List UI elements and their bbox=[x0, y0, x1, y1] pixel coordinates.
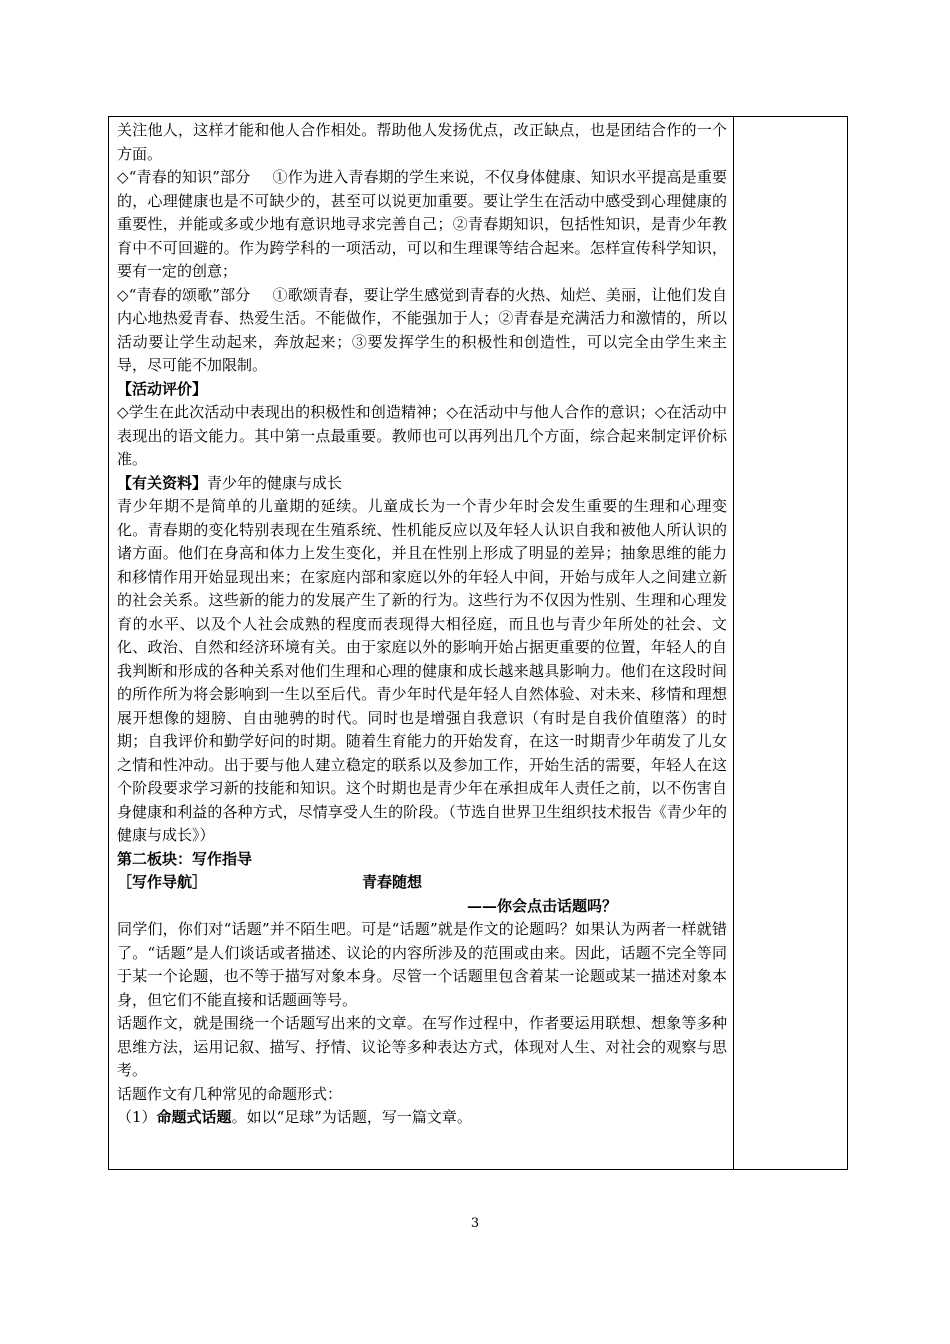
writing-title: 青春随想 bbox=[362, 873, 423, 891]
paragraph-topic-intro: 同学们，你们对“话题”并不陌生吧。可是“话题”就是作文的论题吗？如果认为两者一样就错了。“话题”是人们谈话或者描述、议论的内容所涉及的范围或由来。因此，话题不完全等同于某一个论题，也不等于描写对象本身。尽管一个话题里包含着某一论题或某一描述对象本身，但它们不能直接和话题画等号。 bbox=[117, 920, 727, 1009]
heading-activity-evaluation: 【活动评价】 bbox=[117, 379, 208, 398]
reference-title: 青少年的健康与成长 bbox=[207, 473, 343, 492]
paragraph-reference: 青少年期不是简单的儿童期的延续。儿童成长为一个青少年时会发生重要的生理和心理变化。青春期的变化特别表现在生殖系统、性机能反应以及年轻人认识自我和被他人所认识的诸方面。他们在身高和体力上发生变化，并且在性别上形成了明显的差异；抽象思维的能力和移情作用开始显现出来；在家庭内部和家庭以外的年轻人中间，开始与成年人之间建立新的社会关系。这些新的能力的发展产生了新的行为。这些行为不仅因为性别、生理和心理发育的水平、以及个人社会成熟的程度而表现得大相径庭，而且也与青少年所处的社会、文化、政治、自然和经济环境有关。由于家庭以外的影响开始占据更重要的位置，年轻人的自我判断和形成的各种关系对他们生理和心理的健康和成长越来越具影响力。他们在这段时间的所作所为将会影响到一生以至后代。青少年时代是年轻人自然体验、对未来、移情和理想展开想像的翅膀、自由驰骋的时代。同时也是增强自我意识（有时是自我价值堕落）的时期；自我评价和勤学好问的时期。随着生育能力的开始发育，在这一时期青少年萌发了儿女之情和性冲动。出于要与他人建立稳定的联系以及参加工作，开始生活的需要，年轻人在这个阶段要求学习新的技能和知识。这个时期也是青少年在承担成年人责任之前，以不伤害自身健康和利益的各种方式，尽情享受人生的阶段。（节选自世界卫生组织技术报告《青少年的健康与成长》） bbox=[117, 497, 727, 844]
paragraph-youth-knowledge: ◇“青春的知识”部分 ①作为进入青春期的学生来说，不仅身体健康、知识水平提高是重要的，心理健康也是不可缺少的，甚至可以说更加重要。要让学生在活动中感受到心理健康的重要性，并能或多或少地有意识地寻求完善自己；②青春期知识，包括性知识，是青少年教育中不可回避的。作为跨学科的一项活动，可以和生理课等结合起来。怎样宣传科学知识，要有一定的创意； bbox=[117, 168, 727, 280]
page-number: 3 bbox=[470, 1216, 480, 1231]
heading-section-two: 第二板块：写作指导 bbox=[117, 849, 253, 868]
paragraph-topic-form-1: （1）命题式话题。如以“足球”为话题，写一篇文章。 bbox=[117, 1108, 472, 1126]
main-cell bbox=[117, 119, 727, 1130]
paragraph-topic-essay: 话题作文，就是围绕一个话题写出来的文章。在写作过程中，作者要运用联想、想象等多种思维方法，运用记叙、描写、抒情、议论等多种表达方式，体现对人生、对社会的观察与思考。 bbox=[117, 1014, 727, 1079]
content-table bbox=[108, 116, 848, 1170]
section-label-knowledge: ◇“青春的知识”部分 bbox=[117, 168, 251, 186]
paragraph-youth-ode: ◇“青春的颂歌”部分 ①歌颂青春，要让学生感觉到青春的火热、灿烂、美丽，让他们发自内心地热爱青春、热爱生活。不能做作，不能强加于人；②青春是充满活力和激情的，所以活动要让学生动起来，奔放起来；③要发挥学生的积极性和创造性，可以完全由学生来主导，尽可能不加限制。 bbox=[117, 285, 727, 374]
section-label-ode: ◇“青春的颂歌”部分 bbox=[117, 285, 251, 304]
writing-subtitle: ——你会点击话题吗？ bbox=[466, 896, 617, 915]
paragraph-cooperation: 关注他人，这样才能和他人合作相处。帮助他人发扬优点，改正缺点，也是团结合作的一个方面。 bbox=[117, 121, 727, 163]
writing-navigation-label: ［写作导航］ bbox=[117, 873, 208, 891]
heading-reference: 【有关资料】青少年的健康与成长 bbox=[117, 473, 343, 492]
paragraph-topic-forms: 话题作文有几种常见的命题形式： bbox=[117, 1084, 343, 1103]
column-divider bbox=[733, 117, 734, 1169]
writing-navigation-row bbox=[117, 871, 727, 895]
paragraph-evaluation: ◇学生在此次活动中表现出的积极性和创造精神；◇在活动中与他人合作的意识；◇在活动中表现出的语文能力。其中第一点最重要。教师也可以再列出几个方面，综合起来制定评价标准。 bbox=[117, 403, 727, 468]
